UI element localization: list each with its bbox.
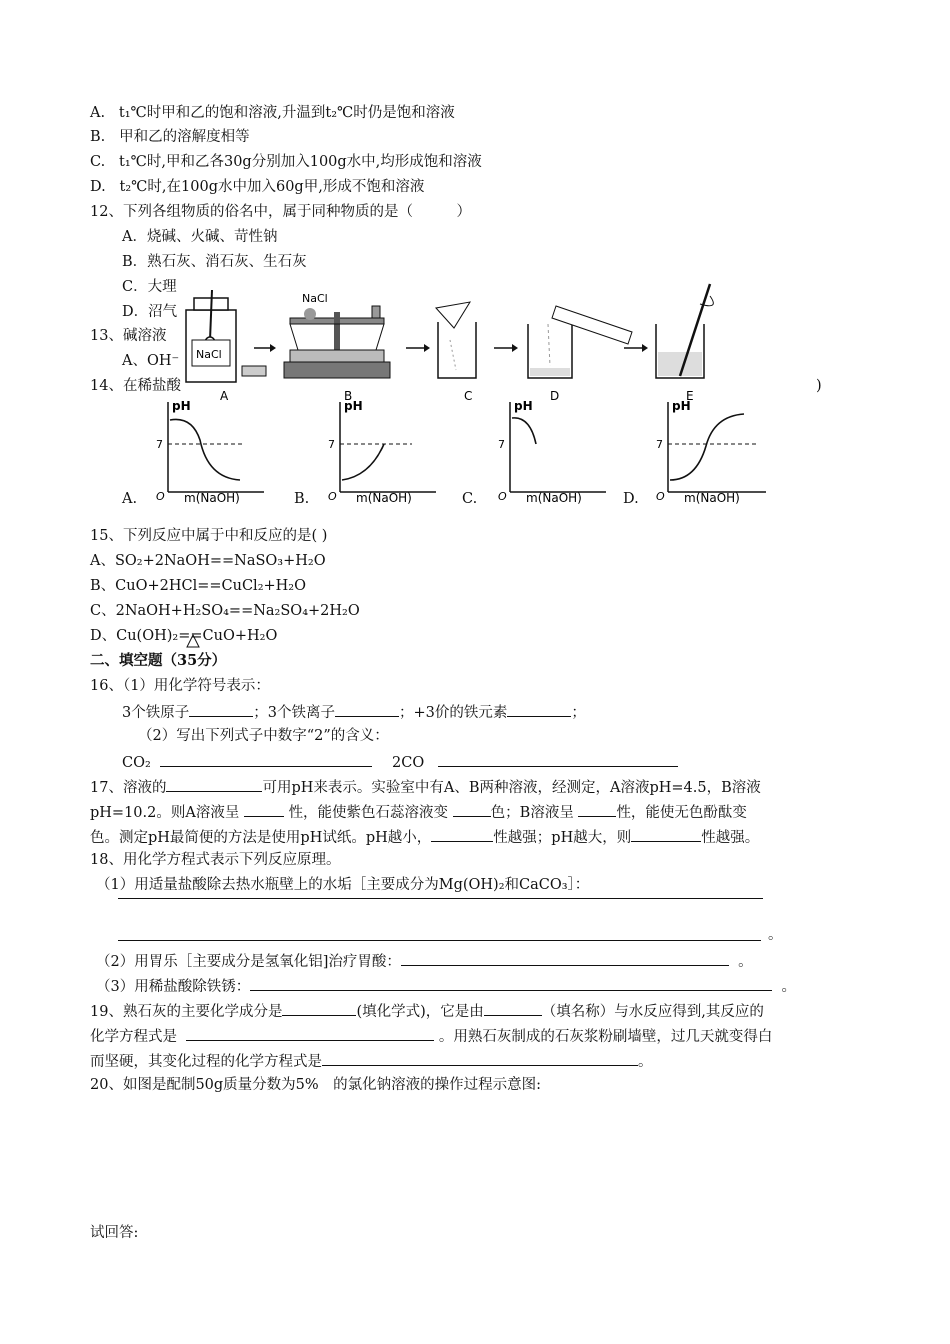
svg-text:O: O [328,490,337,503]
svg-text:O: O [156,490,165,503]
ph-graph-a [148,396,268,504]
answer-line-18-1b[interactable] [118,940,761,941]
setup-a-nacl-label: NaCl [196,348,222,361]
svg-text:pH: pH [672,399,691,413]
blank-co2-meaning[interactable] [160,752,372,767]
setup-a-reagent-bottle [186,290,266,382]
ph-graph-c [490,396,610,504]
q11-option-a: A. t₁℃时甲和乙的饱和溶液,升温到t₂℃时仍是饱和溶液 [90,105,455,121]
ph-graph-b [320,396,440,504]
answer-line-18-3[interactable] [250,976,772,991]
q15-stem: 15、下列反应中属于中和反应的是( ) [90,528,328,544]
q11-option-b: B. 甲和乙的溶解度相等 [90,129,250,145]
section-2-heading: 二、填空题（35分） [90,652,227,669]
answer-line-18-2[interactable] [401,951,729,966]
svg-text:7: 7 [498,438,505,451]
q14-close-paren: ) [816,378,822,394]
q14-label-a: A. [122,491,138,507]
blank-iron-valence[interactable] [507,702,571,717]
blank-b-nature[interactable] [578,802,616,817]
blank-a-nature[interactable] [244,802,284,817]
q16-co2-line: CO₂ [122,752,372,772]
q17-line1: 17、溶液的 可用pH来表示。实验室中有A、B两种溶液，经测定，A溶液pH=4.5，B溶液 [90,777,761,797]
setup-label-d: D [550,389,560,403]
setup-c-beaker [436,302,476,378]
q16-part2: （2）写出下列式子中数字“2”的含义： [138,728,389,744]
q18-part1: （1）用适量盐酸除去热水瓶壁上的水垢［主要成分为Mg(OH)₂和CaCO₃］： [96,877,590,893]
blank-iron-ions[interactable] [335,702,399,717]
blank-high-ph[interactable] [631,827,701,842]
blank-litmus-color[interactable] [453,802,491,817]
q16-symbols-line: 3个铁原子 ；3个铁离子 ；+3价的铁元素 ； [122,702,586,722]
q18-part2: （2）用胃乐［主要成分是氢氧化铝]治疗胃酸： 。 [96,951,753,971]
closing-prompt: 试回答: [90,1225,139,1241]
setup-label-a: A [220,389,229,403]
q18-part1-end: 。 [768,927,783,943]
setup-label-e: E [686,389,694,403]
q13-option-a: A、OH⁻ [122,353,180,369]
setup-d-cylinder-beaker [528,306,632,378]
svg-text:pH: pH [172,399,191,413]
heat-triangle-icon [186,634,200,648]
q11-option-c: C. t₁℃时,甲和乙各30g分别加入100g水中,均形成饱和溶液 [90,154,482,170]
q14-label-b: B. [294,491,310,507]
setup-label-b: B [344,389,353,403]
q17-line3: 色。测定pH最简便的方法是使用pH试纸。pH越小， 性越强；pH越大，则 性越强。 [90,827,759,847]
q19-line1: 19、熟石灰的主要化学成分是 (填化学式)，它是由 （填名称）与水反应得到,其反应的 [90,1001,764,1021]
answer-line-18-1a[interactable] [118,898,763,899]
q13-stem: 13、碱溶液 [90,328,167,344]
svg-text:7: 7 [656,438,663,451]
svg-text:O: O [656,490,665,503]
q12-option-a: A．烧碱、火碱、苛性钠 [122,229,278,245]
q14-stem: 14、在稀盐酸 [90,378,181,394]
q15-option-c: C、2NaOH+H₂SO₄==Na₂SO₄+2H₂O [90,603,360,619]
blank-source-name[interactable] [484,1001,542,1016]
svg-text:m(NaOH): m(NaOH) [356,491,412,504]
q16-part1: 16、（1）用化学符号表示： [90,678,270,694]
q15-option-b: B、CuO+2HCl==CuCl₂+H₂O [90,578,306,594]
svg-text:7: 7 [156,438,163,451]
q17-line2: pH=10.2。则A溶液呈 性，能使紫色石蕊溶液变 色；B溶液呈 性，能使无色酚酞变 [90,802,747,822]
q11-option-d: D. t₂℃时,在100g水中加入60g甲,形成不饱和溶液 [90,179,425,195]
svg-text:m(NaOH): m(NaOH) [526,491,582,504]
svg-text:m(NaOH): m(NaOH) [184,491,240,504]
setup-label-c: C [464,389,473,403]
blank-iron-atoms[interactable] [189,702,253,717]
blank-2co-meaning[interactable] [438,752,678,767]
setup-b-nacl-label: NaCl [302,292,328,305]
q12-option-b: B．熟石灰、消石灰、生石灰 [122,254,307,270]
blank-solution-property[interactable] [166,777,262,792]
ph-graph-d [648,396,770,504]
svg-text:pH: pH [344,399,363,413]
q12-option-c: C．大理 [122,279,177,295]
q19-line3: 而坚硬，其变化过程的化学方程式是 。 [90,1051,653,1071]
q12-stem: 12、下列各组物质的俗名中，属于同种物质的是（ ） [90,204,471,220]
blank-hardening-equation[interactable] [322,1051,638,1066]
svg-text:pH: pH [514,399,533,413]
q12-option-d: D．沼气 [122,304,178,320]
svg-text:7: 7 [328,438,335,451]
q18-part3: （3）用稀盐酸除铁锈： 。 [96,976,796,996]
blank-slaked-lime-formula[interactable] [282,1001,356,1016]
blank-low-ph[interactable] [431,827,493,842]
setup-e-stirring-beaker [656,284,713,378]
q14-label-c: C. [462,491,478,507]
blank-slaking-equation[interactable] [186,1026,434,1041]
q14-label-d: D. [623,491,639,507]
svg-text:m(NaOH): m(NaOH) [684,491,740,504]
q16-co-line: 2CO [392,752,678,772]
setup-b-balance [284,292,390,378]
q15-option-a: A、SO₂+2NaOH==NaSO₃+H₂O [90,553,326,569]
svg-text:O: O [498,490,507,503]
q15-option-d: D、Cu(OH)₂==CuO+H₂O [90,628,278,644]
solution-preparation-figure [180,280,740,405]
q18-stem: 18、用化学方程式表示下列反应原理。 [90,852,341,868]
q20-stem: 20、如图是配制50g质量分数为5% 的氯化钠溶液的操作过程示意图: [90,1077,542,1093]
q19-line2: 化学方程式是 。用熟石灰制成的石灰浆粉刷墙壁，过几天就变得白 [90,1026,772,1046]
